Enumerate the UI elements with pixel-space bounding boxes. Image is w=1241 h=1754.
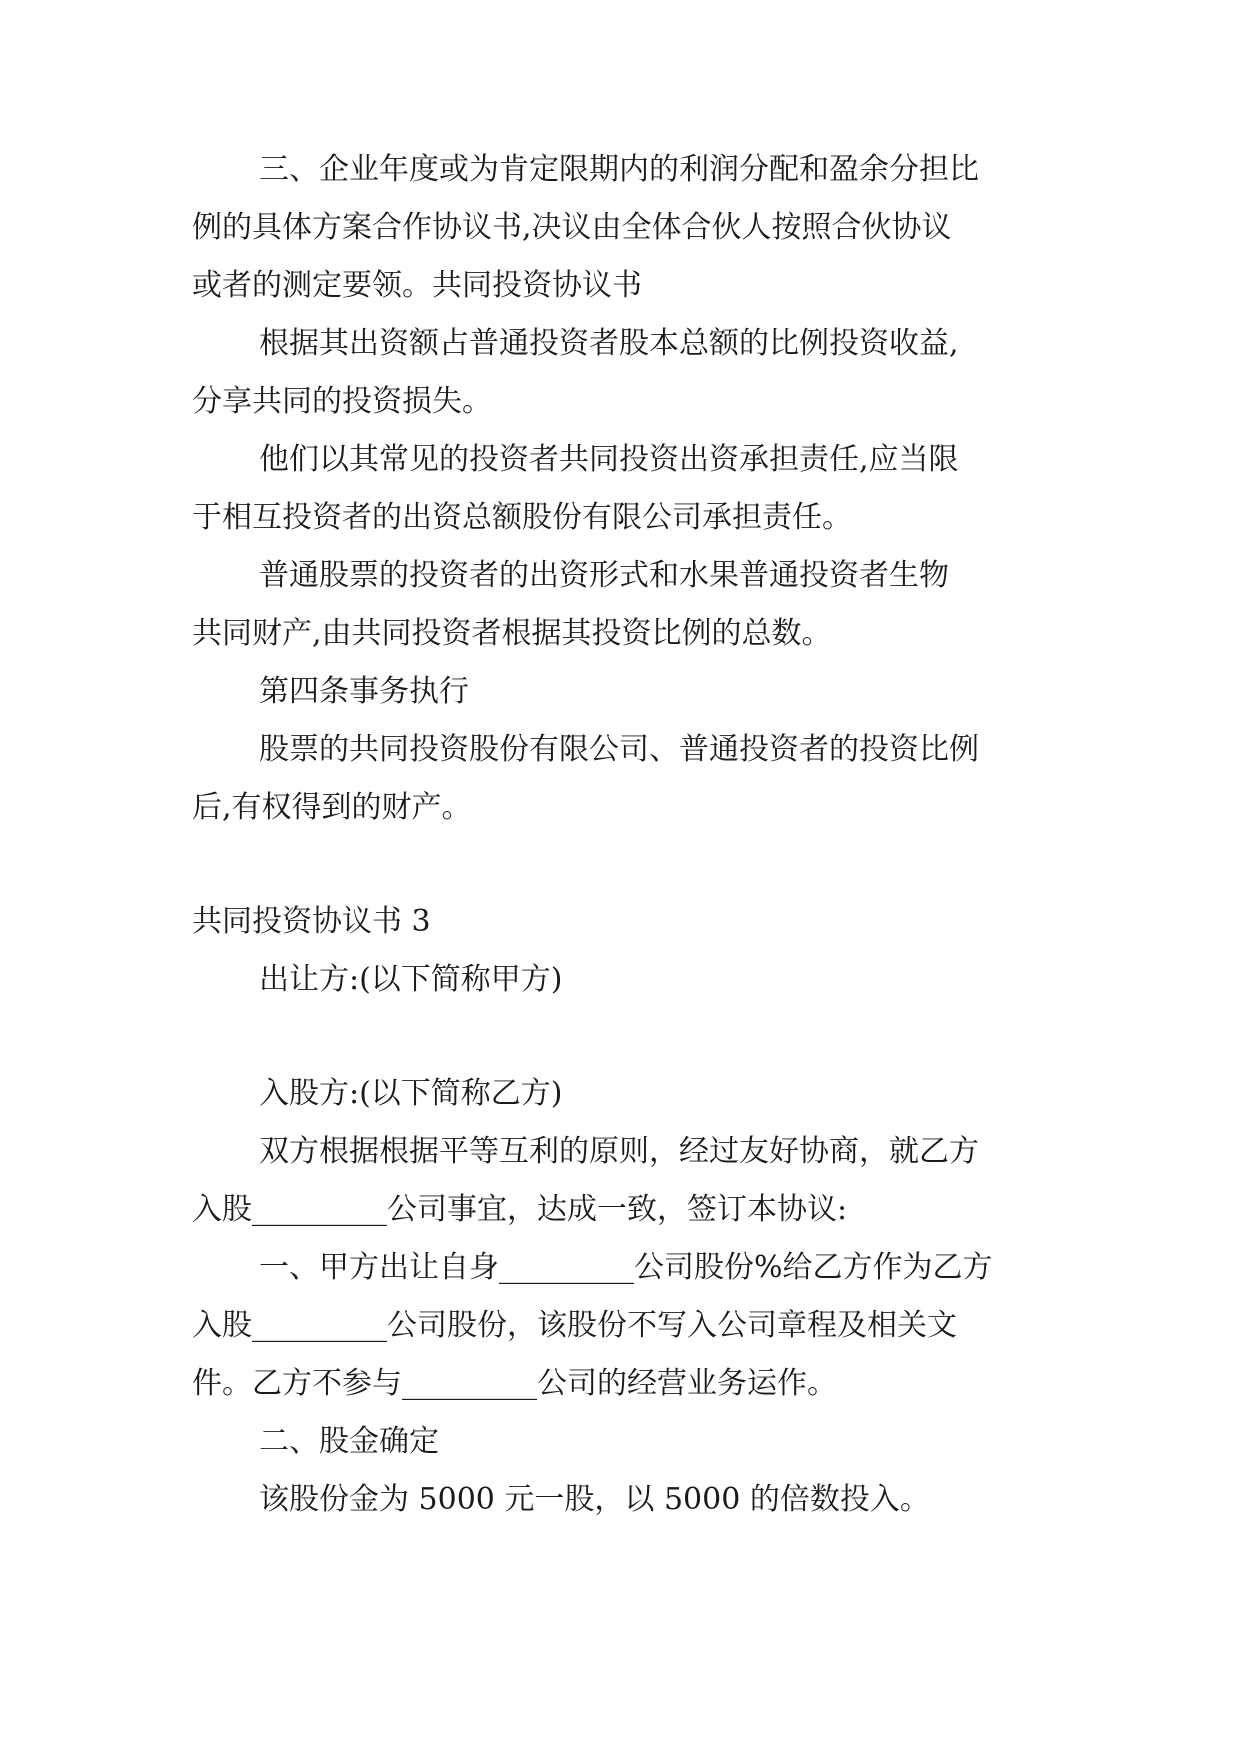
paragraph-line: 分享共同的投资损失。 xyxy=(192,384,492,419)
document-title: 共同投资协议书 3 xyxy=(192,904,431,939)
party-line: 出让方:(以下简称甲方) xyxy=(259,962,563,997)
section-heading: 第四条事务执行 xyxy=(259,674,469,709)
paragraph-line: 该股份金为 5000 元一股，以 5000 的倍数投入。 xyxy=(259,1482,930,1517)
paragraph-line: 三、企业年度或为肯定限期内的利润分配和盈余分担比 xyxy=(259,152,979,187)
paragraph-line: 入股_________公司事宜，达成一致，签订本协议: xyxy=(192,1192,848,1227)
paragraph-line: 一、甲方出让自身_________公司股份%给乙方作为乙方 xyxy=(259,1250,993,1285)
paragraph-line: 于相互投资者的出资总额股份有限公司承担责任。 xyxy=(192,500,852,535)
party-line: 入股方:(以下简称乙方) xyxy=(259,1076,563,1111)
paragraph-line: 例的具体方案合作协议书,决议由全体合伙人按照合伙协议 xyxy=(192,210,952,245)
paragraph-line: 入股_________公司股份，该股份不写入公司章程及相关文 xyxy=(192,1308,957,1343)
paragraph-line: 件。乙方不参与_________公司的经营业务运作。 xyxy=(192,1366,837,1401)
paragraph-line: 后,有权得到的财产。 xyxy=(192,790,472,825)
paragraph-line: 或者的测定要领。共同投资协议书 xyxy=(192,268,642,303)
paragraph-line: 股票的共同投资股份有限公司、普通投资者的投资比例 xyxy=(259,732,979,767)
paragraph-line: 普通股票的投资者的出资形式和水果普通投资者生物 xyxy=(259,558,949,593)
paragraph-line: 双方根据根据平等互利的原则，经过友好协商，就乙方 xyxy=(259,1134,979,1169)
paragraph-line: 他们以其常见的投资者共同投资出资承担责任,应当限 xyxy=(259,442,959,477)
paragraph-line: 共同财产,由共同投资者根据其投资比例的总数。 xyxy=(192,616,832,651)
paragraph-line: 根据其出资额占普通投资者股本总额的比例投资收益, xyxy=(259,326,959,361)
section-heading: 二、股金确定 xyxy=(259,1424,439,1459)
